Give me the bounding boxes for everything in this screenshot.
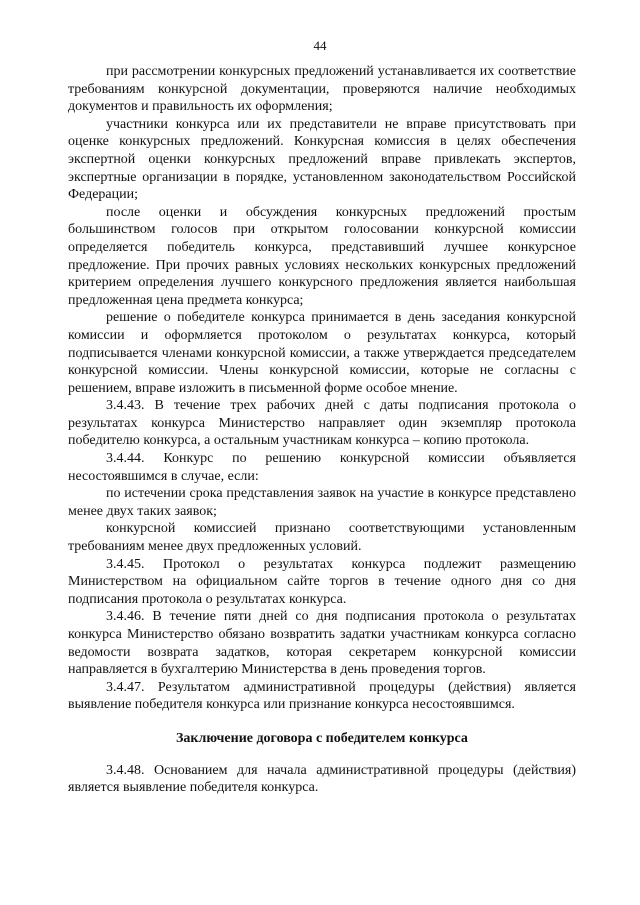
paragraph: решение о победителе конкурса принимается в день заседания конкурсной комиссии и оформляется протоколом о результатах конкурса, который подписывается членами конкурсной комиссии, а также утверждается председателем конкурсной комиссии. Члены конкурсной комиссии, которые не согласны с решением, вправе изложить в письменной форме особое мнение. <box>68 310 576 396</box>
paragraph: по истечении срока представления заявок на участие в конкурсе представлено менее двух таких заявок; <box>68 486 576 519</box>
paragraph-3-4-43: 3.4.43. В течение трех рабочих дней с даты подписания протокола о результатах конкурса Министерство направляет один экземпляр протокола победителю конкурса, а остальным участникам конкурса – копию протокола. <box>68 398 576 449</box>
document-body <box>68 63 576 797</box>
paragraph-3-4-45: 3.4.45. Протокол о результатах конкурса подлежит размещению Министерством на официальном сайте торгов в течение одного дня со дня подписания протокола о результатах конкурса. <box>68 556 576 607</box>
paragraph-3-4-44: 3.4.44. Конкурс по решению конкурсной комиссии объявляется несостоявшимся в случае, если: <box>68 451 576 484</box>
paragraph: при рассмотрении конкурсных предложений устанавливается их соответствие требованиям конкурсной документации, проверяются наличие необходимых документов и правильность их оформления; <box>68 64 576 115</box>
paragraph-3-4-48: 3.4.48. Основанием для начала административной процедуры (действия) является выявление победителя конкурса. <box>68 762 576 796</box>
paragraph-3-4-46: 3.4.46. В течение пяти дней со дня подписания протокола о результатах конкурса Министерство обязано возвратить задатки участникам конкурса согласно ведомости возврата задатков, которая секретарем конкурсной комиссии направляется в бухгалтерию Министерства в день проведения торгов. <box>68 609 576 678</box>
section-heading: Заключение договора с победителем конкурса <box>176 730 468 746</box>
paragraph: после оценки и обсуждения конкурсных предложений простым большинством голосов при открытом голосовании конкурсной комиссии определяется победитель конкурса, представивший лучшее конкурсное предложение. При прочих равных условиях нескольких конкурсных предложений критерием определения лучшего конкурсного предложения является наибольшая предложенная цена предмета конкурса; <box>68 204 576 308</box>
paragraph-3-4-47: 3.4.47. Результатом административной процедуры (действия) является выявление победителя конкурса или признание конкурса несостоявшимся. <box>68 679 576 713</box>
paragraph: конкурсной комиссией признано соответствующими установленным требованиям менее двух предложенных условий. <box>68 521 576 555</box>
page-number: 44 <box>313 38 327 53</box>
paragraph: участники конкурса или их представители не вправе присутствовать при оценке конкурсных предложений. Конкурсная комиссия в целях обеспечения экспертной оценки конкурсных предложений вправе привлекать экспертов, экспертные организации в порядке, установленном законодательством Российской Федерации; <box>68 116 576 203</box>
